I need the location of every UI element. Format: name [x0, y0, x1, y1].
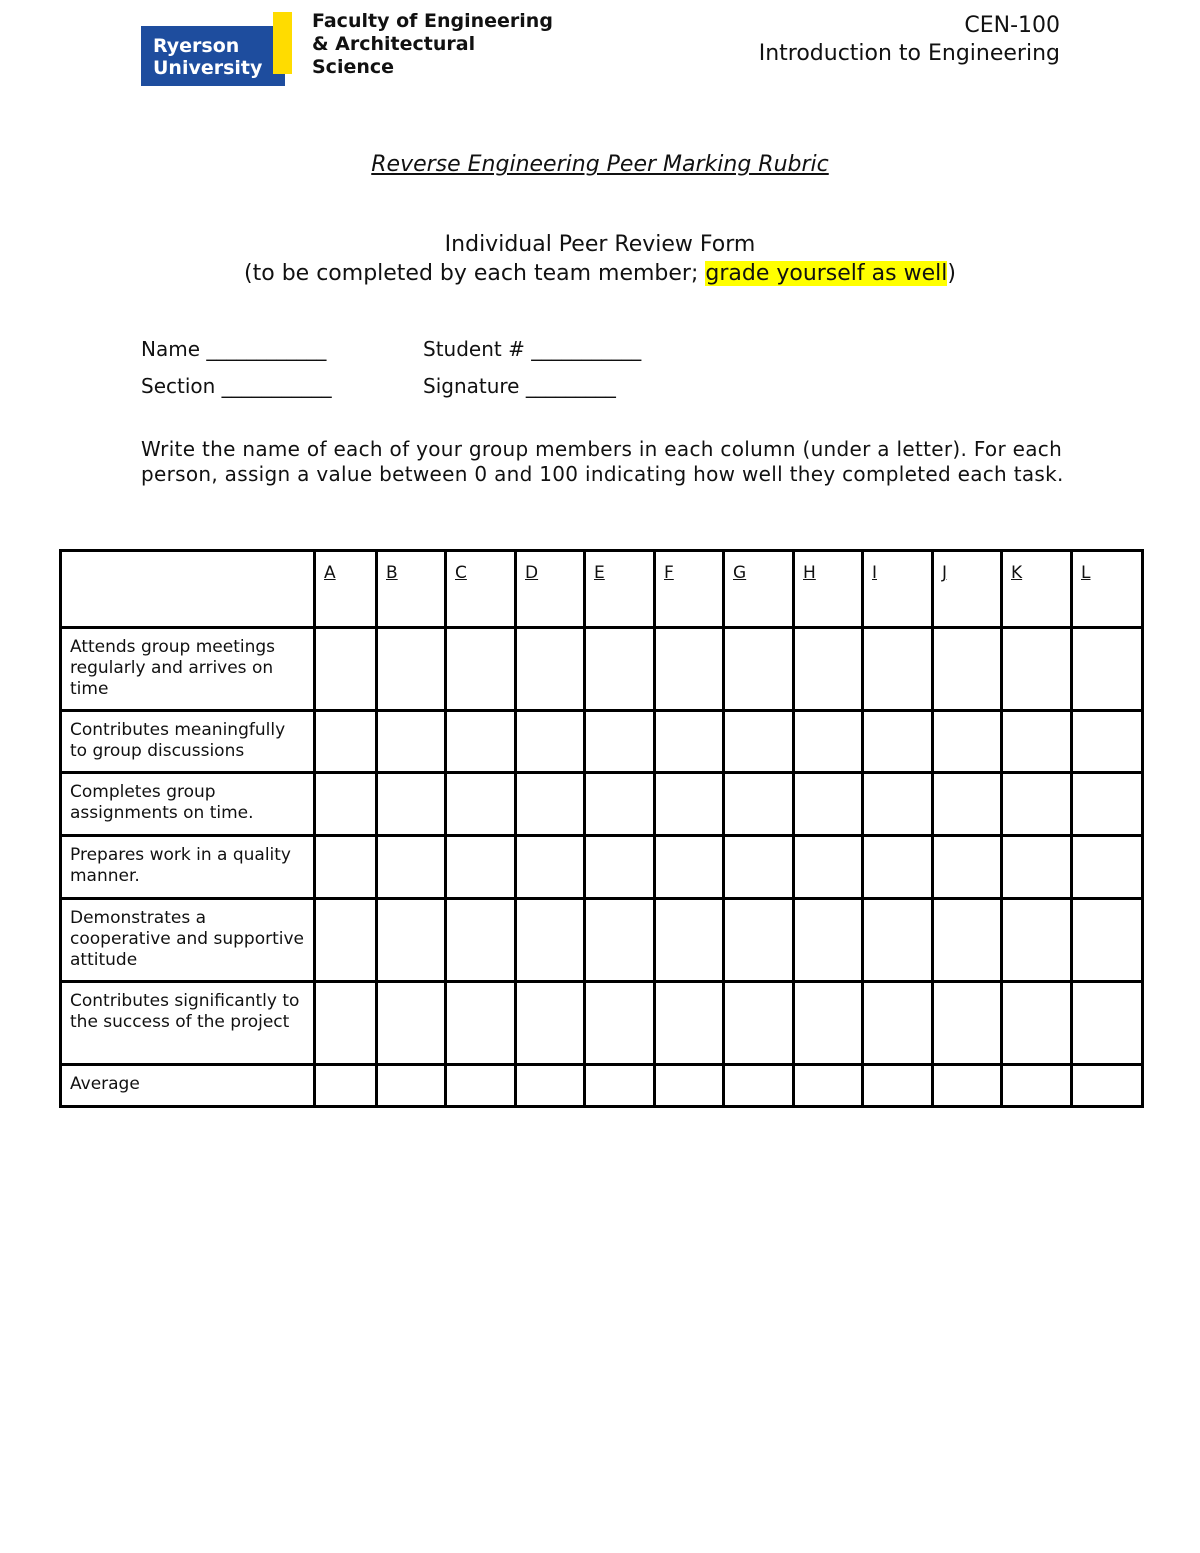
course-name: Introduction to Engineering	[758, 41, 1060, 66]
score-cell[interactable]	[1002, 899, 1072, 982]
logo-yellow-bar	[273, 12, 292, 74]
faculty-name	[312, 10, 553, 79]
score-cell[interactable]	[724, 1065, 794, 1107]
score-cell[interactable]	[377, 982, 446, 1065]
score-cell[interactable]	[933, 773, 1002, 836]
score-cell[interactable]	[863, 773, 933, 836]
score-cell[interactable]	[863, 1065, 933, 1107]
column-header: A	[315, 551, 377, 628]
score-cell[interactable]	[377, 899, 446, 982]
logo-line-2: University	[153, 57, 263, 79]
score-cell[interactable]	[933, 1065, 1002, 1107]
column-header: F	[655, 551, 724, 628]
score-cell[interactable]	[655, 711, 724, 773]
score-cell[interactable]	[655, 982, 724, 1065]
score-cell[interactable]	[585, 1065, 655, 1107]
faculty-line-1: Faculty of Engineering	[312, 10, 553, 32]
score-cell[interactable]	[933, 899, 1002, 982]
table-row	[61, 899, 1143, 982]
score-cell[interactable]	[446, 982, 516, 1065]
score-cell[interactable]	[1002, 1065, 1072, 1107]
logo-wordmark	[141, 26, 285, 86]
column-header: B	[377, 551, 446, 628]
column-header: G	[724, 551, 794, 628]
table-header-row	[61, 551, 1143, 628]
criterion-label: Contributes meaningfully to group discussions	[61, 711, 315, 773]
criterion-label: Contributes significantly to the success of the project	[61, 982, 315, 1065]
score-cell[interactable]	[585, 773, 655, 836]
score-cell[interactable]	[1002, 711, 1072, 773]
score-cell[interactable]	[315, 982, 377, 1065]
student-number-field[interactable]: Student # ___________	[423, 337, 642, 361]
score-cell[interactable]	[655, 628, 724, 711]
peer-rubric-table	[59, 549, 1144, 1108]
logo-line-1: Ryerson	[153, 35, 240, 57]
table-row	[61, 628, 1143, 711]
subtitle-line-1: Individual Peer Review Form	[444, 232, 756, 257]
score-cell[interactable]	[724, 773, 794, 836]
score-cell[interactable]	[516, 899, 585, 982]
table-row	[61, 711, 1143, 773]
score-cell[interactable]	[446, 836, 516, 899]
score-cell[interactable]	[446, 899, 516, 982]
column-header: K	[1002, 551, 1072, 628]
score-cell[interactable]	[1072, 773, 1143, 836]
average-row	[61, 1065, 1143, 1107]
score-cell[interactable]	[446, 628, 516, 711]
score-cell[interactable]	[377, 1065, 446, 1107]
average-label: Average	[61, 1065, 315, 1107]
score-cell[interactable]	[794, 982, 863, 1065]
score-cell[interactable]	[863, 628, 933, 711]
score-cell[interactable]	[1072, 982, 1143, 1065]
score-cell[interactable]	[585, 899, 655, 982]
score-cell[interactable]	[655, 899, 724, 982]
column-header: L	[1072, 551, 1143, 628]
score-cell[interactable]	[315, 836, 377, 899]
column-header: E	[585, 551, 655, 628]
column-header: I	[863, 551, 933, 628]
score-cell[interactable]	[724, 982, 794, 1065]
score-cell[interactable]	[794, 1065, 863, 1107]
subtitle-line-2	[0, 259, 1200, 288]
subtitle-prefix: (to be completed by each team member;	[244, 261, 706, 286]
column-header: D	[516, 551, 585, 628]
score-cell[interactable]	[446, 1065, 516, 1107]
score-cell[interactable]	[794, 628, 863, 711]
score-cell[interactable]	[1002, 982, 1072, 1065]
score-cell[interactable]	[585, 628, 655, 711]
score-cell[interactable]	[315, 711, 377, 773]
score-cell[interactable]	[585, 982, 655, 1065]
table-row	[61, 836, 1143, 899]
course-header	[759, 12, 1060, 68]
score-cell[interactable]	[585, 711, 655, 773]
criterion-label: Completes group assignments on time.	[61, 773, 315, 836]
score-cell[interactable]	[1002, 836, 1072, 899]
score-cell[interactable]	[655, 1065, 724, 1107]
score-cell[interactable]	[516, 982, 585, 1065]
criterion-label: Attends group meetings regularly and arrives on time	[61, 628, 315, 711]
score-cell[interactable]	[1072, 1065, 1143, 1107]
column-header: J	[933, 551, 1002, 628]
score-cell[interactable]	[724, 628, 794, 711]
score-cell[interactable]	[794, 899, 863, 982]
table-row	[61, 982, 1143, 1065]
score-cell[interactable]	[585, 836, 655, 899]
score-cell[interactable]	[933, 836, 1002, 899]
score-cell[interactable]	[446, 773, 516, 836]
score-cell[interactable]	[1002, 628, 1072, 711]
score-cell[interactable]	[516, 1065, 585, 1107]
score-cell[interactable]	[377, 711, 446, 773]
score-cell[interactable]	[516, 711, 585, 773]
faculty-line-3: Science	[312, 56, 395, 78]
criterion-label: Prepares work in a quality manner.	[61, 836, 315, 899]
score-cell[interactable]	[1072, 899, 1143, 982]
signature-field[interactable]: Signature _________	[423, 374, 616, 398]
score-cell[interactable]	[377, 628, 446, 711]
name-field[interactable]: Name ____________	[141, 337, 327, 361]
score-cell[interactable]	[1072, 711, 1143, 773]
score-cell[interactable]	[724, 899, 794, 982]
score-cell[interactable]	[933, 982, 1002, 1065]
criterion-label: Demonstrates a cooperative and supportive attitude	[61, 899, 315, 982]
score-cell[interactable]	[516, 773, 585, 836]
corner-cell	[61, 551, 315, 628]
score-cell[interactable]	[1072, 836, 1143, 899]
score-cell[interactable]	[315, 899, 377, 982]
score-cell[interactable]	[516, 836, 585, 899]
score-cell[interactable]	[794, 711, 863, 773]
score-cell[interactable]	[655, 836, 724, 899]
score-cell[interactable]	[863, 711, 933, 773]
score-cell[interactable]	[863, 836, 933, 899]
score-cell[interactable]	[655, 773, 724, 836]
score-cell[interactable]	[1072, 628, 1143, 711]
form-subtitle	[0, 230, 1200, 288]
score-cell[interactable]	[794, 836, 863, 899]
score-cell[interactable]	[377, 773, 446, 836]
score-cell[interactable]	[724, 836, 794, 899]
subtitle-highlight: grade yourself as well	[705, 261, 948, 286]
course-code: CEN-100	[964, 13, 1060, 38]
score-cell[interactable]	[516, 628, 585, 711]
score-cell[interactable]	[863, 899, 933, 982]
subtitle-suffix: )	[947, 261, 956, 286]
section-field[interactable]: Section ___________	[141, 374, 332, 398]
score-cell[interactable]	[933, 711, 1002, 773]
instructions-text: Write the name of each of your group members in each column (under a letter). For each person, assign a value between 0 and 100 indicating how well they completed each task.	[141, 437, 1064, 486]
score-cell[interactable]	[933, 628, 1002, 711]
score-cell[interactable]	[724, 711, 794, 773]
column-header: C	[446, 551, 516, 628]
score-cell[interactable]	[863, 982, 933, 1065]
column-header: H	[794, 551, 863, 628]
score-cell[interactable]	[446, 711, 516, 773]
score-cell[interactable]	[1002, 773, 1072, 836]
score-cell[interactable]	[315, 773, 377, 836]
document-title: Reverse Engineering Peer Marking Rubric	[371, 152, 829, 177]
table-row	[61, 773, 1143, 836]
score-cell[interactable]	[315, 1065, 377, 1107]
score-cell[interactable]	[794, 773, 863, 836]
faculty-line-2: & Architectural	[312, 33, 476, 55]
score-cell[interactable]	[315, 628, 377, 711]
score-cell[interactable]	[377, 836, 446, 899]
